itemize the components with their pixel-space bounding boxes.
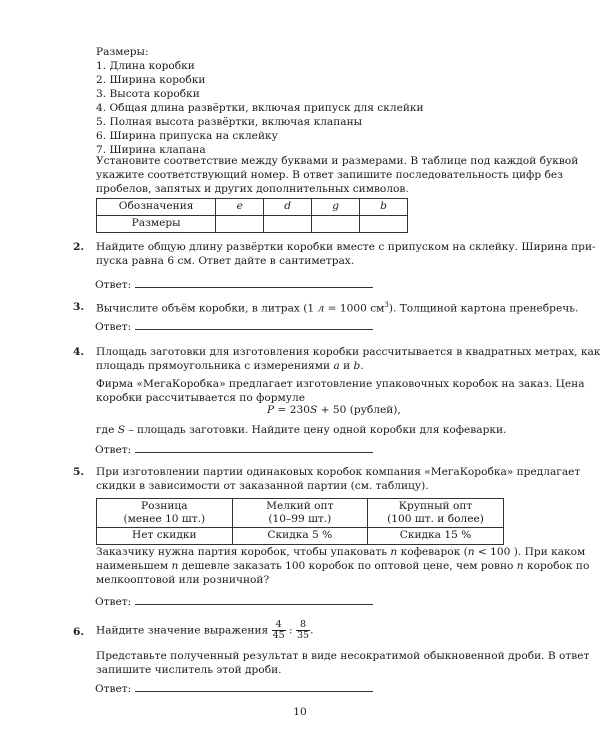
question-line: скидки в зависимости от заказанной партии (см. таблицу). [96, 479, 429, 492]
answer-cell[interactable] [360, 216, 408, 233]
letter-b: b [380, 200, 387, 213]
variable: n [171, 559, 179, 572]
text: площадь прямоугольника с измерениями [96, 359, 334, 372]
variable: n [467, 546, 475, 558]
table-header [232, 499, 367, 528]
answer-label: Ответ: [95, 683, 132, 695]
header-line: (10–99 шт.) [268, 513, 332, 526]
table-row-label: Размеры [97, 216, 216, 233]
header-line: (менее 10 шт.) [123, 513, 206, 526]
question-number: 3. [73, 301, 85, 313]
header-line: Крупный опт [398, 500, 473, 512]
question-2-text [96, 241, 596, 269]
operator: : [285, 624, 296, 637]
variable: n [390, 546, 398, 558]
question-4-text [96, 346, 600, 406]
text: кофеварок ( [397, 546, 468, 558]
question-number: 6. [73, 626, 85, 638]
question-line: Найдите общую длину развёртки коробки вместе с припуском на склейку. Ширина при- [96, 241, 596, 253]
question-line [96, 360, 600, 374]
question-number: 5. [73, 466, 85, 478]
text: где [96, 424, 118, 436]
answer-cell[interactable] [312, 216, 360, 233]
instruction-line: укажите соответствующий номер. В ответ запишите последовательность цифр без [96, 168, 563, 181]
question-line [96, 424, 506, 438]
text: и [339, 359, 354, 372]
answer-label: Ответ: [95, 279, 132, 291]
fraction [296, 620, 310, 641]
table-cell: Скидка 5 % [232, 528, 367, 545]
variable: n [516, 559, 524, 572]
question-3-text [96, 301, 578, 317]
answer-label: Ответ: [95, 596, 132, 608]
answer-line[interactable] [95, 321, 373, 335]
question-line: Фирма «МегаКоробка» предлагает изготовление упаковочных коробок на заказ. Цена [96, 377, 585, 390]
fraction [272, 620, 286, 641]
table-cell: Нет скидки [97, 528, 233, 545]
answer-label: Ответ: [95, 444, 132, 456]
answer-blank[interactable] [135, 286, 373, 288]
table-header [368, 499, 504, 528]
text: наименьшем [96, 559, 172, 572]
question-line: Представьте полученный результат в виде несократимой обыкновенной дроби. В ответ [96, 650, 590, 662]
question-line: мелкооптовой или розничной? [96, 573, 270, 586]
variable: b [353, 359, 361, 372]
letter-e: e [236, 200, 243, 213]
text: Заказчику нужна партия коробок, чтобы упаковать [96, 546, 391, 558]
denominator: 35 [296, 629, 310, 641]
question-line: пуска равна 6 см. Ответ дайте в сантиметрах. [96, 254, 355, 267]
letter-cell [312, 199, 360, 216]
answer-line[interactable] [95, 683, 373, 697]
answer-line[interactable] [95, 444, 373, 458]
text: коробок по [523, 559, 590, 572]
instruction-line: Установите соответствие между буквами и размерами. В таблице под каждой буквой [96, 155, 579, 167]
sizes-list-item: 3. Высота коробки [96, 87, 200, 100]
text: дешевле заказать 100 коробок по оптовой цене, чем ровно [178, 559, 517, 572]
question-line [96, 546, 589, 560]
question-number: 2. [73, 241, 85, 253]
page-number: 10 [293, 706, 307, 718]
sizes-list-item: 7. Ширина клапана [96, 143, 206, 156]
question-5-continuation [96, 546, 589, 588]
letter-cell [264, 199, 312, 216]
table-header [97, 499, 233, 528]
sizes-list-item: 1. Длина коробки [96, 60, 195, 72]
question-6-expression [96, 620, 313, 641]
denominator: 45 [272, 629, 285, 641]
sizes-list-item: 2. Ширина коробки [96, 73, 206, 86]
text: – площадь заготовки. Найдите цену одной коробки для кофеварки. [124, 424, 507, 436]
text: + 50 (рублей), [317, 404, 401, 416]
answer-blank[interactable] [135, 603, 373, 605]
question-line [96, 560, 589, 574]
numerator: 8 [296, 620, 310, 631]
text: Вычислите объём коробки, в литрах (1 [96, 302, 318, 315]
text: = 230 [274, 404, 310, 416]
answer-cell[interactable] [264, 216, 312, 233]
instruction-line: пробелов, запятых и других дополнительных символов. [96, 182, 409, 195]
answer-blank[interactable] [135, 690, 373, 692]
answer-line[interactable] [95, 279, 373, 293]
letter-d: d [284, 200, 292, 213]
question-6-text [96, 650, 589, 678]
numerator: 4 [272, 620, 286, 631]
table-cell: Скидка 15 % [368, 528, 504, 545]
sizes-heading: Размеры: [96, 46, 149, 58]
sizes-list-item: 4. Общая длина развёртки, включая припуск для склейки [96, 101, 424, 114]
variable: S [117, 424, 125, 436]
price-formula [267, 404, 401, 418]
answer-cell[interactable] [216, 216, 264, 233]
text: ). Толщиной картона пренебречь. [388, 302, 579, 315]
header-line: (100 шт. и более) [387, 513, 484, 526]
variable: a [333, 359, 340, 372]
text: . [310, 624, 314, 637]
question-line: запишите числитель этой дроби. [96, 663, 282, 676]
sizes-list-item: 5. Полная высота развёртки, включая клапаны [96, 115, 363, 128]
discount-table [96, 498, 504, 545]
letter-cell [360, 199, 408, 216]
variable: P [267, 404, 275, 416]
unit-liter: л [317, 302, 325, 315]
answer-label: Ответ: [95, 321, 132, 333]
text: . [360, 359, 364, 372]
question-line: коробки рассчитывается по формуле [96, 391, 306, 404]
question-number: 4. [73, 346, 85, 358]
question-5-text [96, 466, 580, 494]
answer-line[interactable] [95, 596, 373, 610]
matching-instructions [96, 155, 578, 197]
sizes-list [96, 60, 424, 158]
variable: S [309, 404, 318, 416]
text: < 100 ). При каком [474, 546, 586, 558]
text: = 1000 см [324, 302, 385, 315]
text: Найдите значение выражения [96, 624, 272, 637]
sizes-list-item: 6. Ширина припуска на склейку [96, 129, 278, 142]
header-line: Розница [141, 500, 188, 512]
header-line: Мелкий опт [266, 500, 334, 512]
letter-cell [216, 199, 264, 216]
answer-blank[interactable] [135, 328, 373, 330]
matching-table [96, 198, 408, 233]
answer-blank[interactable] [135, 451, 373, 453]
question-line: Площадь заготовки для изготовления коробки рассчитывается в квадратных метрах, как [96, 346, 600, 358]
superscript: 3 [384, 301, 389, 309]
table-header-label: Обозначения [97, 199, 216, 216]
question-line: При изготовлении партии одинаковых коробок компания «МегаКоробка» предлагает [96, 466, 581, 478]
letter-g: g [332, 200, 339, 213]
